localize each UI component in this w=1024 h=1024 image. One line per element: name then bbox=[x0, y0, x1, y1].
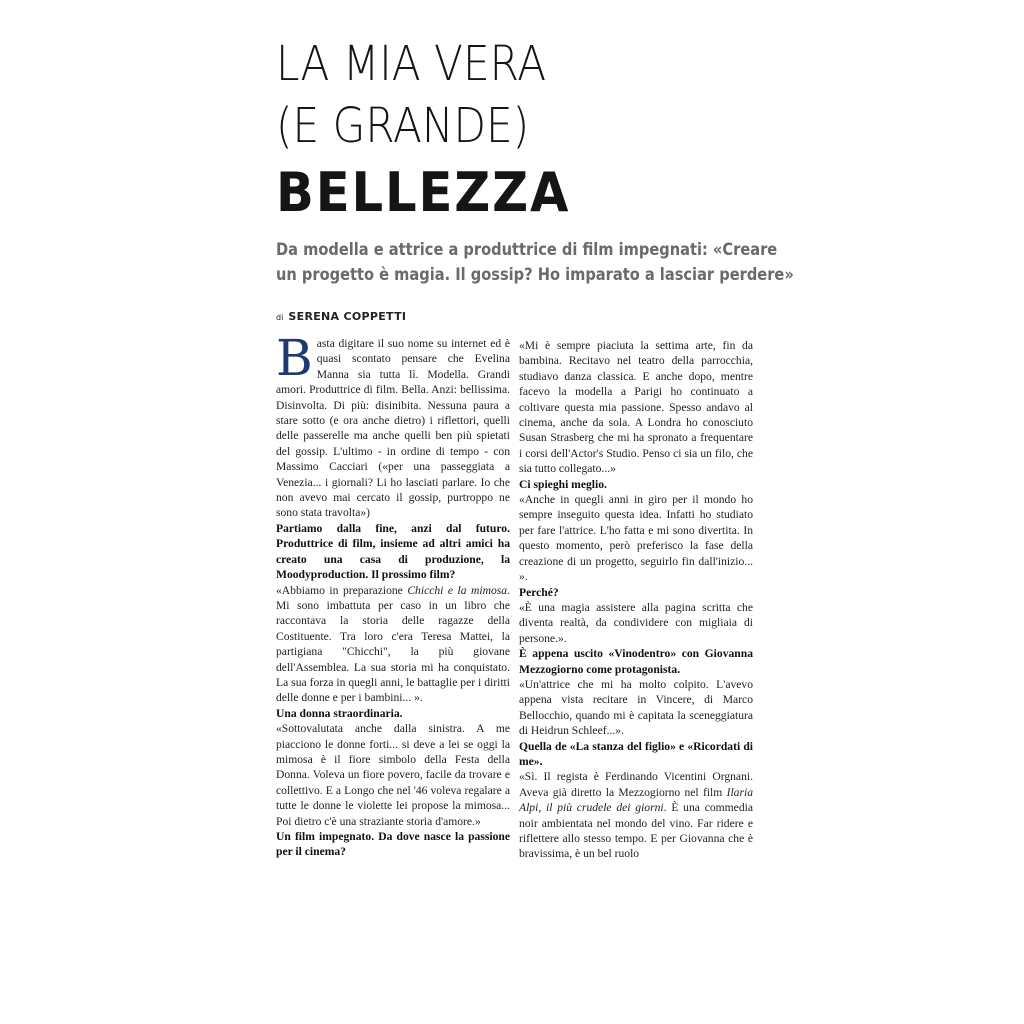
question: È appena uscito «Vinodentro» con Giovanna Mezzogiorno come protagonista. bbox=[519, 647, 753, 676]
standfirst-line-1: Da modella e attrice a produttrice di film impegnati: «Creare bbox=[276, 240, 778, 260]
byline bbox=[276, 305, 406, 324]
question: Un film impegnato. Da dove nasce la passione per il cinema? bbox=[276, 830, 510, 859]
author-name: SERENA COPPETTI bbox=[288, 310, 407, 323]
answer bbox=[276, 583, 510, 706]
answer: «Sottovalutata anche dalla sinistra. A me piacciono le donne forti... si deve a lei se oggi la mimosa è il fiore simbolo della Festa della Donna. Voleva un fiore povero, facile da trovare e collettivo. E a Longo che nel '46 voleva regalare a tutte le donne le violette lei propose la mimosa... Poi dietro c'è una straziante storia d'amore.» bbox=[276, 722, 510, 828]
headline-line-1: LA MIA VERA bbox=[276, 36, 547, 92]
question: Quella de «La stanza del figlio» e «Ricordati di me». bbox=[519, 739, 753, 768]
question: Ci spieghi meglio. bbox=[519, 477, 607, 491]
answer: «È una magia assistere alla pagina scritta che diventa realtà, da condividere con migliaia di persone.». bbox=[519, 600, 753, 645]
answer-text: . Mi sono imbattuta per caso in un libro che raccontava la storia delle ragazze della Costituente. Tra loro c'era Teresa Mattei, la partigiana "Chicchi", la più giovane dell'Assemblea. La sua storia mi ha conquistato. La sua forza in quegli anni, le battaglie per i diritti delle donne e per i bambini... ». bbox=[276, 583, 510, 705]
answer: «Un'attrice che mi ha molto colpito. L'avevo appena vista recitare in Vincere, di Marco Bellocchio, quando mi è capitata la sceneggiatura di Heidrun Schleef...». bbox=[519, 677, 753, 738]
answer bbox=[519, 769, 753, 861]
intro-paragraph bbox=[276, 329, 510, 521]
byline-prefix: di bbox=[276, 313, 284, 322]
article-column-left bbox=[276, 329, 510, 860]
answer: «Anche in quegli anni in giro per il mondo ho sempre inseguito questa idea. Infatti ho studiato per fare l'attrice. L'ho fatta e mi sono divertita. In questo momento, però preferisco la fase della creazione di un progetto, seguirlo fin dall'inizio... ». bbox=[519, 493, 753, 584]
intro-text: asta digitare il suo nome su internet ed è quasi scontato pensare che Evelina Manna sia tutta lì. Modella. Grandi amori. Produttrice di film. Bella. Anzi: bellissima. Disinvolta. Di più: disinibita. Nessuna paura a stare sotto (e ora anche dietro) i riflettori, quelli delle passerelle ma anche quelli ben più spietati del gossip. L'ultimo - in ordine di tempo - con Massimo Cacciari («per una passeggiata a Venezia... i giornali? Li ho lasciati parlare. Io che non avevo mai cercato il gossip, purtroppo ne sono stata travolta») bbox=[276, 337, 510, 520]
answer-text: «Sì. Il regista è Ferdinando Vicentini Orgnani. Aveva già diretto la Mezzogiorno nel film bbox=[519, 770, 753, 799]
question: Partiamo dalla fine, anzi dal futuro. Produttrice di film, insieme ad altri amici ha creato una casa di produzione, la Moodyproduction. Il prossimo film? bbox=[276, 521, 510, 582]
question: Una donna straordinaria. bbox=[276, 706, 403, 720]
standfirst bbox=[276, 238, 794, 288]
answer: «Mi è sempre piaciuta la settima arte, fin da bambina. Recitavo nel teatro della parrocchia, studiavo danza classica. E anche dopo, mentre facevo la modella a Parigi ho continuato a coltivare questa mia passione. Spesso andavo al cinema, anche da sola. A Londra ho conosciuto Susan Strasberg che mi ha spronato a frequentare i corsi dell'Actor's Studio. Penso ci sia un filo, che sia tutto collegato...» bbox=[519, 339, 753, 476]
film-title: Chicchi e la mimosa bbox=[407, 583, 508, 597]
film-title: Ilaria Alpi, il più crudele dei giorni bbox=[519, 785, 753, 815]
drop-cap: B bbox=[276, 329, 313, 387]
answer-text: . È una commedia noir ambientata nel mondo del vino. Far ridere e riflettere allo stesso tempo. E per Giovanna che è bravissima, è un bel ruolo bbox=[519, 801, 753, 861]
article-column-right bbox=[519, 338, 753, 862]
standfirst-line-2: un progetto è magia. Il gossip? Ho imparato a lasciar perdere» bbox=[276, 265, 794, 285]
headline-line-2: (E GRANDE) bbox=[276, 98, 530, 154]
headline-line-3: BELLEZZA bbox=[276, 161, 571, 224]
answer-text: «Abbiamo in preparazione bbox=[276, 583, 408, 597]
question: Perché? bbox=[519, 585, 559, 599]
